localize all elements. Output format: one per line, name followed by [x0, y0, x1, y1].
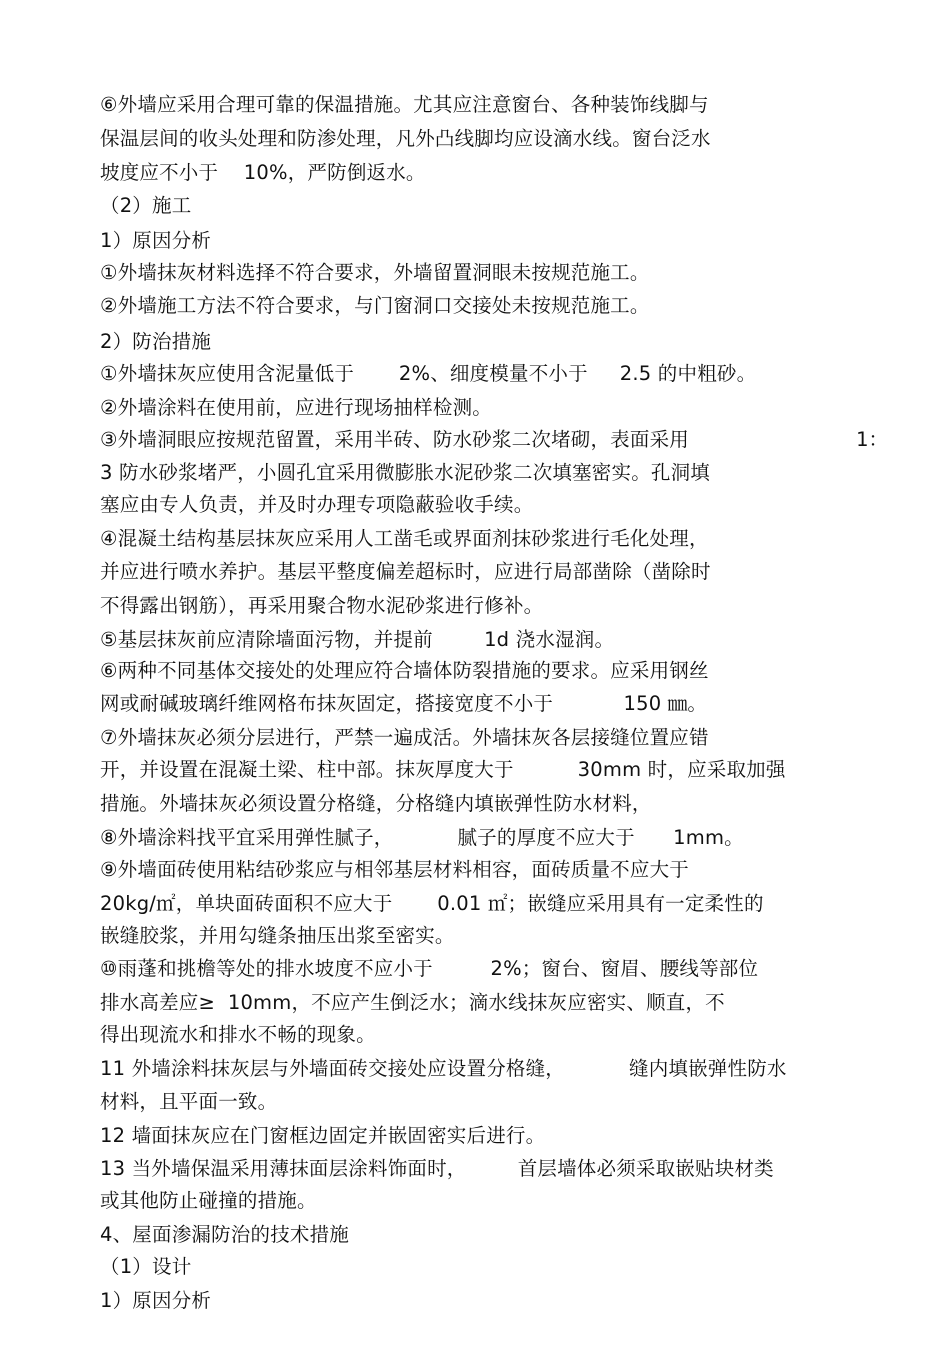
text-line: ⑦外墙抹灰必须分层进行，严禁一遍成活。外墙抹灰各层接缝位置应错 — [100, 726, 709, 749]
section-heading: 4、屋面渗漏防治的技术措施 — [100, 1223, 350, 1246]
text-line: ⑧外墙涂料找平宜采用弹性腻子， 腻子的厚度不应大于 1mm。 — [100, 826, 744, 849]
text-line: ⑥外墙应采用合理可靠的保温措施。尤其应注意窗台、各种装饰线脚与 — [100, 93, 709, 116]
text-line: 12 墙面抹灰应在门窗框边固定并嵌固密实后进行。 — [100, 1124, 546, 1147]
text-line: 排水高差应≥ 10mm，不应产生倒泛水；滴水线抹灰应密实、顺直，不 — [100, 991, 725, 1014]
text-line: ⑤基层抹灰前应清除墙面污物，并提前 1d 浇水湿润。 — [100, 628, 615, 651]
text-line: 20kg/㎡，单块面砖面积不应大于 0.01 ㎡；嵌缝应采用具有一定柔性的 — [100, 892, 764, 915]
text-line: 开，并设置在混凝土梁、柱中部。抹灰厚度大于 30mm 时，应采取加强 — [100, 758, 786, 781]
section-heading: （2）施工 — [100, 194, 192, 217]
text-line: ②外墙涂料在使用前，应进行现场抽样检测。 — [100, 396, 492, 419]
text-line: ⑥两种不同基体交接处的处理应符合墙体防裂措施的要求。应采用钢丝 — [100, 659, 709, 682]
text-line: 措施。外墙抹灰必须设置分格缝，分格缝内填嵌弹性防水材料， — [100, 792, 652, 815]
text-line: 不得露出钢筋），再采用聚合物水泥砂浆进行修补。 — [100, 594, 544, 617]
text-line: 塞应由专人负责，并及时办理专项隐蔽验收手续。 — [100, 493, 534, 516]
text-line: ⑨外墙面砖使用粘结砂浆应与相邻基层材料相容，面砖质量不应大于 — [100, 858, 689, 881]
text-line: 材料，且平面一致。 — [100, 1090, 278, 1113]
subsection-heading: 2）防治措施 — [100, 330, 212, 353]
text-line: 坡度应不小于 10%，严防倒返水。 — [100, 161, 426, 184]
section-heading: （1）设计 — [100, 1255, 192, 1278]
text-line: ②外墙施工方法不符合要求，与门窗洞口交接处未按规范施工。 — [100, 294, 650, 317]
text-fragment: 1： — [856, 428, 888, 451]
text-line: 11 外墙涂料抹灰层与外墙面砖交接处应设置分格缝， 缝内填嵌弹性防水 — [100, 1057, 787, 1080]
text-line: 3 防水砂浆堵严，小圆孔宜采用微膨胀水泥砂浆二次填塞密实。孔洞填 — [100, 461, 711, 484]
text-line: 并应进行喷水养护。基层平整度偏差超标时，应进行局部凿除（凿除时 — [100, 560, 711, 583]
text-line: 网或耐碱玻璃纤维网格布抹灰固定，搭接宽度不小于 150 ㎜。 — [100, 692, 708, 715]
subsection-heading: 1）原因分析 — [100, 229, 212, 252]
text-line: 嵌缝胶浆，并用勾缝条抽压出浆至密实。 — [100, 924, 455, 947]
text-line: ③外墙洞眼应按规范留置，采用半砖、防水砂浆二次堵砌，表面采用 — [100, 428, 689, 451]
subsection-heading: 1）原因分析 — [100, 1289, 212, 1312]
text-line: ④混凝土结构基层抹灰应采用人工凿毛或界面剂抹砂浆进行毛化处理， — [100, 527, 709, 550]
text-line: 13 当外墙保温采用薄抹面层涂料饰面时， 首层墙体必须采取嵌贴块材类 — [100, 1157, 774, 1180]
text-line: ①外墙抹灰应使用含泥量低于 2%、细度模量不小于 2.5 的中粗砂。 — [100, 362, 757, 385]
text-line: ①外墙抹灰材料选择不符合要求，外墙留置洞眼未按规范施工。 — [100, 261, 650, 284]
text-line: 或其他防止碰撞的措施。 — [100, 1189, 317, 1212]
text-line: 保温层间的收头处理和防渗处理，凡外凸线脚均应设滴水线。窗台泛水 — [100, 127, 711, 150]
text-line: ⑩雨蓬和挑檐等处的排水坡度不应小于 2%；窗台、窗眉、腰线等部位 — [100, 957, 759, 980]
text-line: 得出现流水和排水不畅的现象。 — [100, 1023, 376, 1046]
